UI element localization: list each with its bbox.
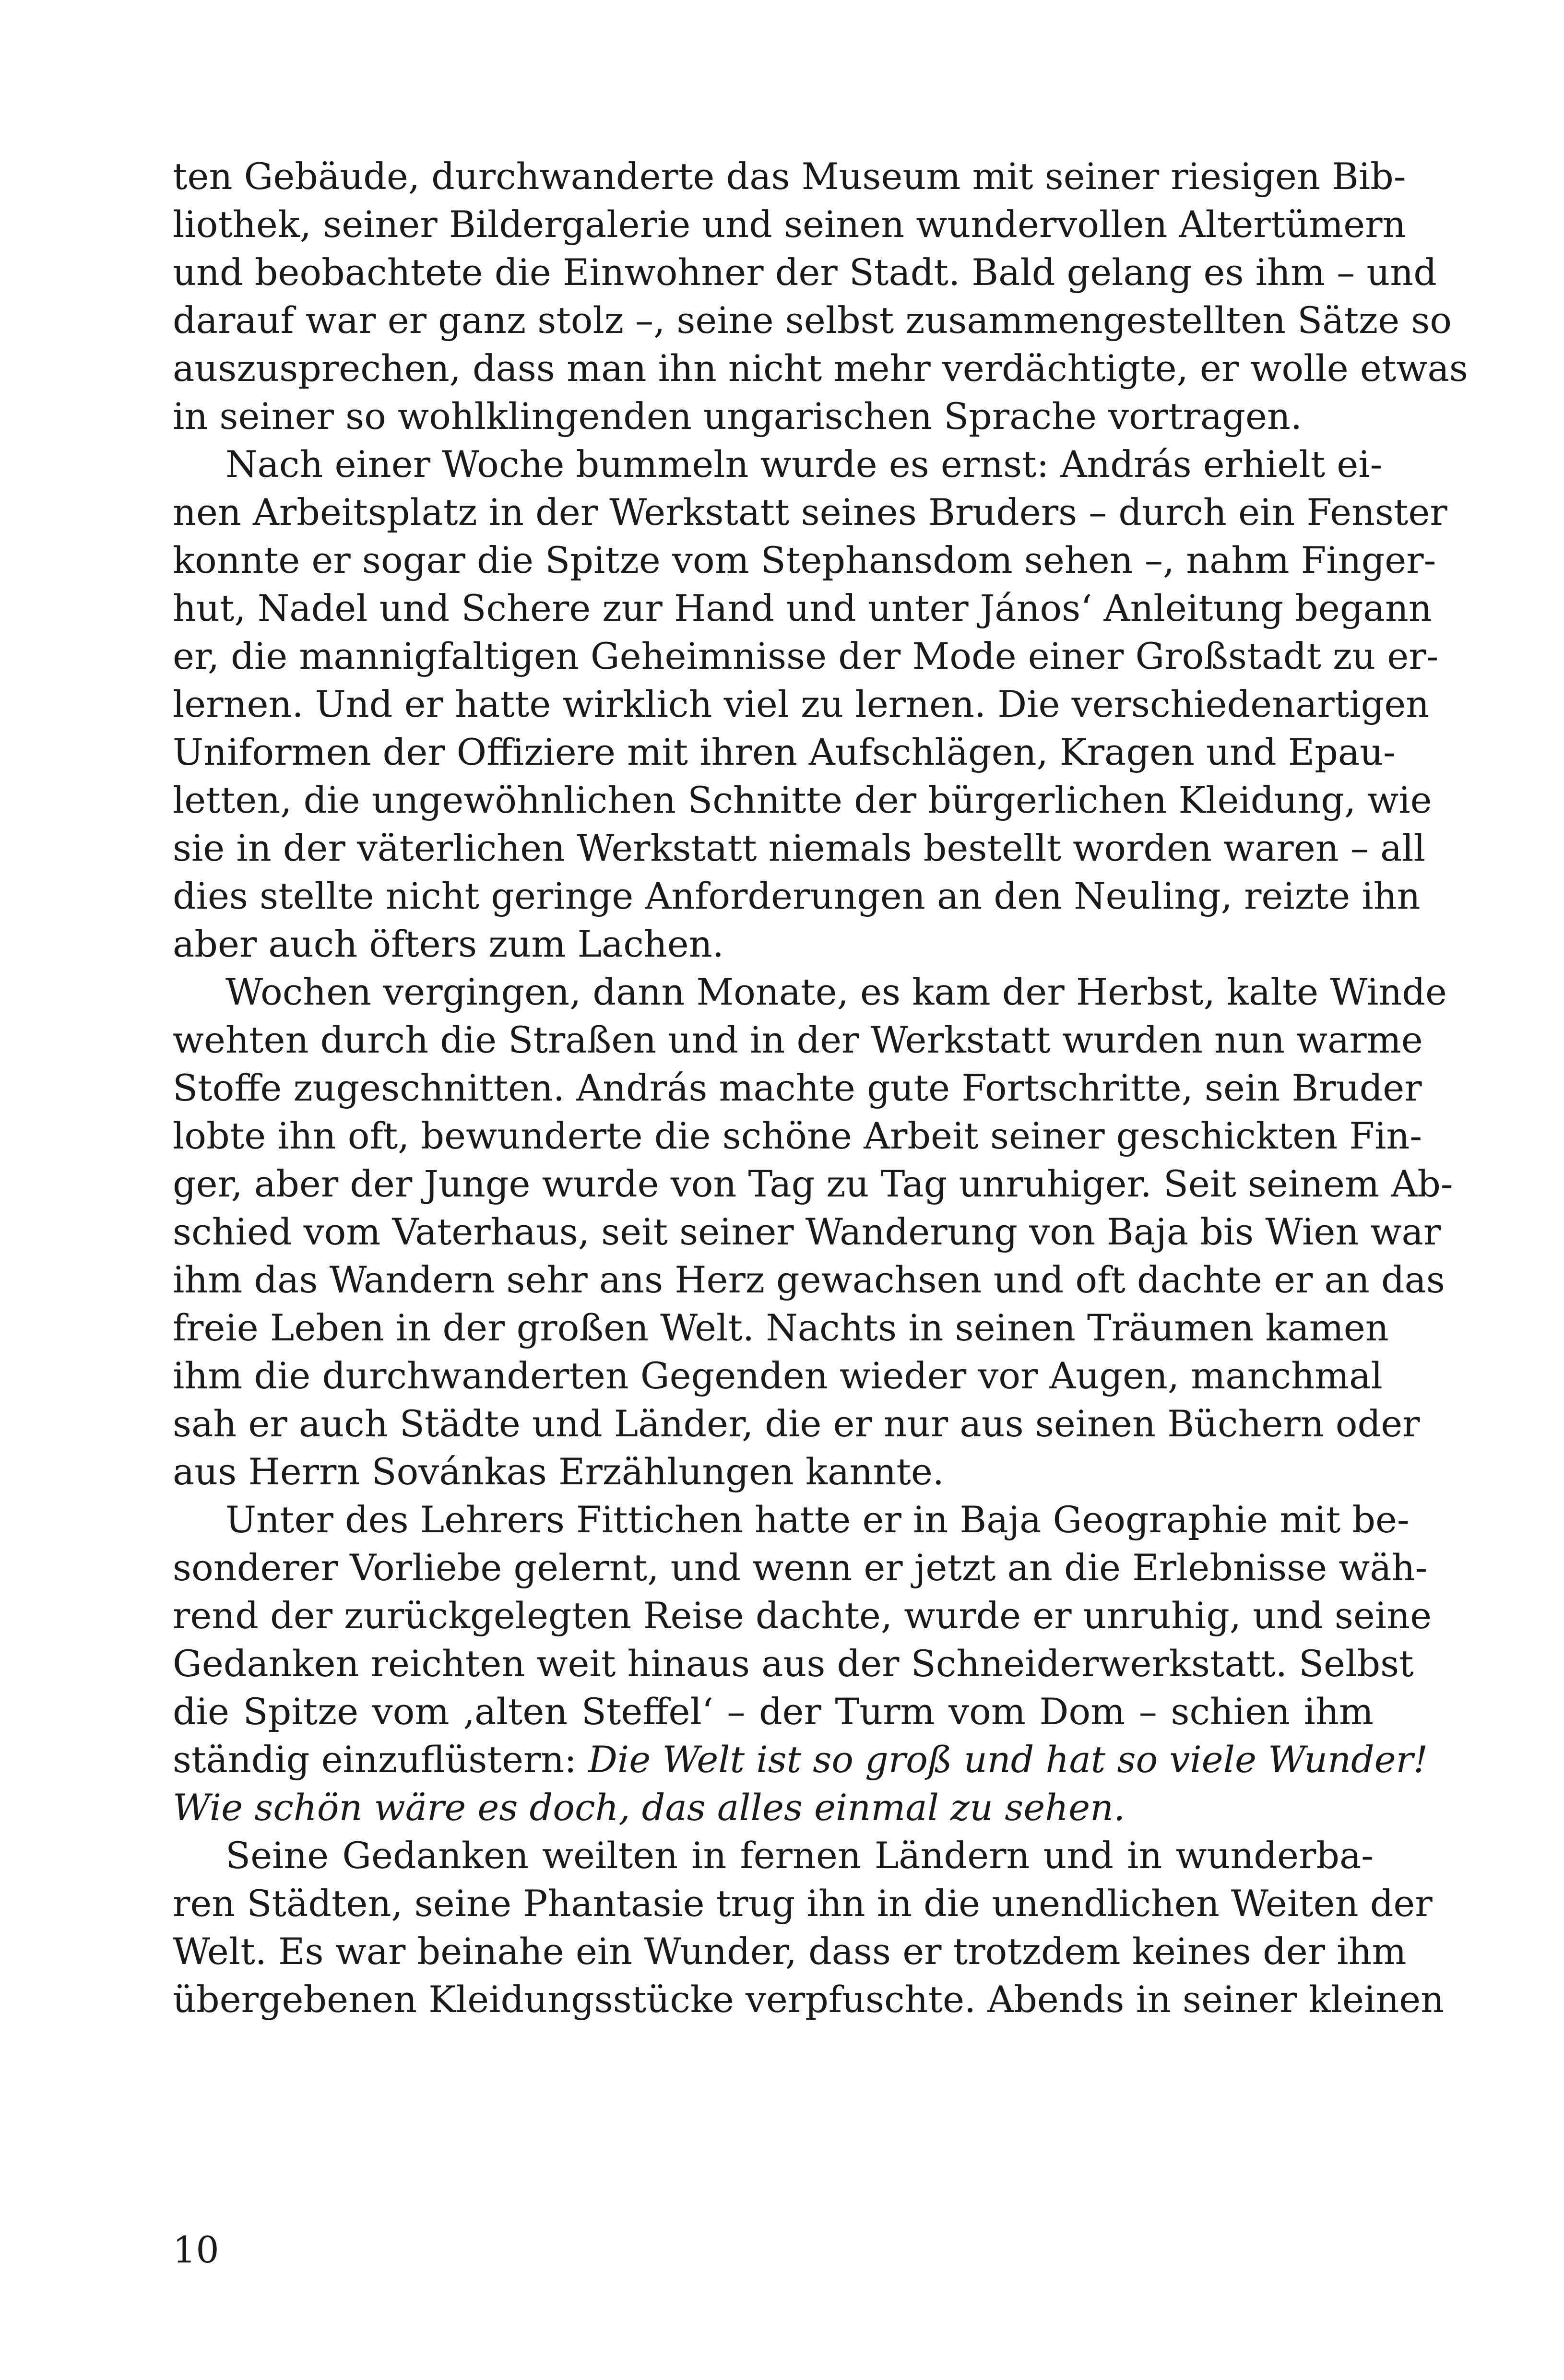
text-line-content: Welt. Es war beinahe ein Wunder, dass er trotzdem keines der ihm	[173, 1930, 1407, 1973]
text-line-content: Stoffe zugeschnitten. András machte gute Fortschritte, sein Bruder	[173, 1066, 1422, 1109]
text-line-content: sah er auch Städte und Länder, die er nur aus seinen Büchern oder	[173, 1402, 1420, 1445]
text-line	[173, 1400, 1420, 1448]
text-line	[173, 201, 1406, 249]
text-line-content: aus Herrn Sovánkas Erzählungen kannte.	[173, 1450, 944, 1493]
text-line	[173, 1256, 1445, 1304]
text-line-content: Nach einer Woche bummeln wurde es ernst: András erhielt ei-	[225, 443, 1383, 485]
text-line	[173, 1496, 1410, 1544]
text-line	[173, 1352, 1383, 1400]
text-line	[173, 536, 1436, 584]
text-line-content: er, die mannigfaltigen Geheimnisse der Mode einer Großstadt zu er-	[173, 635, 1439, 677]
text-line	[173, 488, 1447, 536]
text-line-content: Unter des Lehrers Fittichen hatte er in Baja Geographie mit be-	[225, 1498, 1410, 1541]
text-line	[173, 1880, 1433, 1928]
text-line	[173, 1160, 1453, 1208]
text-line	[173, 680, 1430, 728]
text-line-content: Gedanken reichten weit hinaus aus der Schneiderwerkstatt. Selbst	[173, 1642, 1414, 1685]
text-line-content: dies stellte nicht geringe Anforderungen an den Neuling, reizte ihn	[173, 875, 1421, 917]
text-line-content: konnte er sogar die Spitze vom Stephansdom sehen –, nahm Finger-	[173, 539, 1436, 581]
text-line-content: die Spitze vom ‚alten Steffel‘ – der Turm vom Dom – schien ihm	[173, 1690, 1374, 1733]
text-line	[173, 1208, 1441, 1256]
text-line	[173, 1448, 1374, 1496]
text-line-content: ten Gebäude, durchwanderte das Museum mit seiner riesigen Bib-	[173, 155, 1406, 198]
text-line-content: lobte ihn oft, bewunderte die schöne Arbeit seiner geschickten Fin-	[173, 1114, 1422, 1157]
text-line-content: auszusprechen, dass man ihn nicht mehr verdächtigte, er wolle etwas	[173, 347, 1468, 390]
page-number: 10	[173, 2228, 219, 2271]
text-line-content: hut, Nadel und Schere zur Hand und unter János‘ Anleitung begann	[173, 587, 1432, 629]
text-line-content: Wie schön wäre es doch, das alles einmal zu sehen.	[173, 1786, 1126, 1829]
text-line-content: Seine Gedanken weilten in fernen Ländern und in wunderba-	[225, 1834, 1374, 1877]
text-line	[173, 584, 1432, 632]
text-line	[173, 1544, 1428, 1592]
text-line	[173, 1784, 1374, 1832]
text-line-content: Wochen vergingen, dann Monate, es kam der Herbst, kalte Winde	[225, 971, 1447, 1013]
text-line-content: darauf war er ganz stolz –, seine selbst zusammengestellten Sätze so	[173, 299, 1452, 342]
text-line-content: und beobachtete die Einwohner der Stadt. Bald gelang es ihm – und	[173, 251, 1437, 294]
text-line	[173, 296, 1452, 344]
text-line-content: aber auch öfters zum Lachen.	[173, 923, 724, 965]
text-line	[173, 153, 1406, 201]
text-line-content: übergebenen Kleidungsstücke verpfuschte. Abends in seiner kleinen	[173, 1978, 1445, 2021]
text-line	[173, 1064, 1422, 1112]
text-line-content: Uniformen der Offiziere mit ihren Aufschlägen, Kragen und Epau-	[173, 731, 1396, 773]
text-line	[173, 920, 1374, 968]
text-line	[173, 824, 1425, 872]
text-line	[173, 1016, 1423, 1064]
text-line	[173, 968, 1447, 1016]
text-line	[173, 392, 1374, 440]
text-line-content: ihm die durchwanderten Gegenden wieder vor Augen, manchmal	[173, 1354, 1383, 1397]
text-line-content: liothek, seiner Bildergalerie und seinen wundervollen Altertümern	[173, 203, 1406, 246]
text-line	[173, 1304, 1389, 1352]
text-line-content: ren Städten, seine Phantasie trug ihn in die unendlichen Weiten der	[173, 1882, 1433, 1925]
text-line-content: ger, aber der Junge wurde von Tag zu Tag unruhiger. Seit seinem Ab-	[173, 1162, 1453, 1205]
text-line-content: lernen. Und er hatte wirklich viel zu lernen. Die verschiedenartigen	[173, 683, 1430, 725]
text-line	[173, 1832, 1374, 1880]
text-line	[173, 632, 1439, 680]
text-line	[173, 1928, 1407, 1976]
text-line-content: sie in der väterlichen Werkstatt niemals bestellt worden waren – all	[173, 827, 1425, 869]
text-line	[173, 872, 1421, 920]
text-line-content: letten, die ungewöhnlichen Schnitte der bürgerlichen Kleidung, wie	[173, 779, 1432, 821]
text-line	[173, 1112, 1422, 1160]
text-line-content: ihm das Wandern sehr ans Herz gewachsen und oft dachte er an das	[173, 1258, 1445, 1301]
text-line-content: in seiner so wohlklingenden ungarischen Sprache vortragen.	[173, 395, 1303, 438]
text-line	[173, 249, 1437, 296]
text-line-emphasis: Die Welt ist so groß und hat so viele Wunder!	[588, 1738, 1428, 1781]
text-line-content: freie Leben in der großen Welt. Nachts in seinen Träumen kamen	[173, 1306, 1389, 1349]
text-line-content: ständig einzuflüstern:	[173, 1738, 588, 1781]
text-line	[173, 1976, 1445, 2024]
text-line-content: nen Arbeitsplatz in der Werkstatt seines Bruders – durch ein Fenster	[173, 491, 1447, 533]
text-line-content: wehten durch die Straßen und in der Werkstatt wurden nun warme	[173, 1018, 1423, 1061]
text-line-content: schied vom Vaterhaus, seit seiner Wanderung von Baja bis Wien war	[173, 1210, 1441, 1253]
text-body	[173, 153, 1468, 2024]
text-line	[173, 344, 1468, 392]
text-line-content: rend der zurückgelegten Reise dachte, wurde er unruhig, und seine	[173, 1594, 1432, 1637]
text-line	[173, 440, 1383, 488]
text-line	[173, 1640, 1414, 1688]
text-line	[173, 1736, 1428, 1784]
text-line	[173, 1592, 1432, 1640]
text-line	[173, 728, 1396, 776]
text-line	[173, 1688, 1374, 1736]
text-line-content: sonderer Vorliebe gelernt, und wenn er jetzt an die Erlebnisse wäh-	[173, 1546, 1428, 1589]
text-line	[173, 776, 1432, 824]
